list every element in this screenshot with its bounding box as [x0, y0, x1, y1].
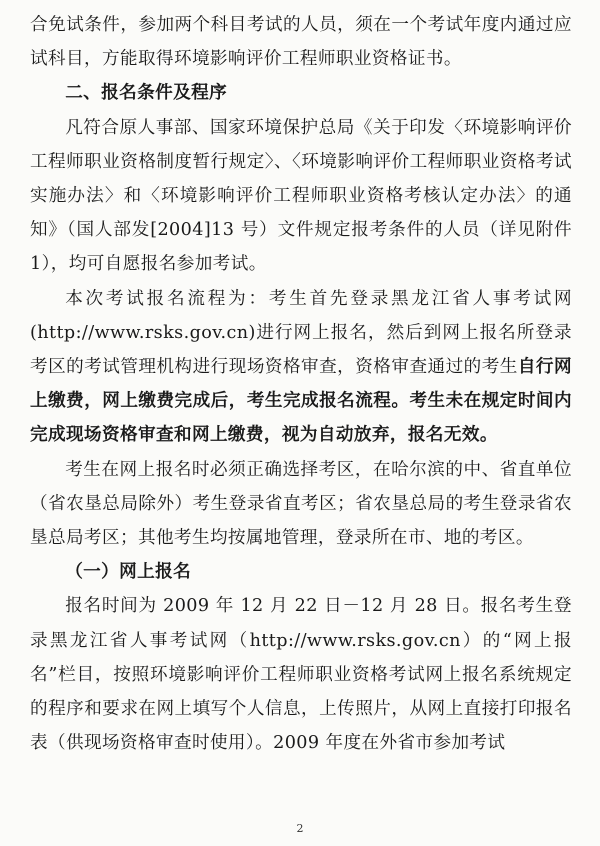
process-bold-text: 自行网上缴费，网上缴费完成后，考生完成报名流程。考生未在规定时间内完成现场资格审查和网上缴费，视为自动放弃，报名无效。 [30, 357, 572, 446]
process-text: 本次考试报名流程为：考生首先登录黑龙江省人事考试网(http://www.rsks.gov.cn)进行网上报名，然后到网上报名所登录考区的考试管理机构进行现场资格审查，资格审查通过的考生 [30, 288, 572, 378]
paragraph-exam-area: 考生在网上报名时必须正确选择考区，在哈尔滨的中、省直单位（省农垦总局除外）考生登录省直考区；省农垦总局的考生登录省农垦总局考区；其他考生均按属地管理，登录所在市、地的考区。 [30, 459, 572, 549]
paragraph-process [30, 282, 572, 453]
page-number: 2 [296, 822, 304, 835]
subsection-heading-online: （一）网上报名 [65, 562, 192, 583]
paragraph-eligibility: 凡符合原人事部、国家环境保护总局《关于印发〈环境影响评价工程师职业资格制度暂行规定〉、〈环境影响评价工程师职业资格考试实施办法〉和〈环境影响评价工程师职业资格考核认定办法〉的通知》（国人部发[2004]13 号）文件规定报考条件的人员（详见附件 1），均可自愿报名参加考试。 [30, 117, 572, 275]
paragraph-continuation: 合免试条件，参加两个科目考试的人员，须在一个考试年度内通过应试科目，方能取得环境影响评价工程师职业资格证书。 [30, 15, 572, 70]
paragraph-online-registration: 报名时间为 2009 年 12 月 22 日－12 月 28 日。报名考生登录黑龙江省人事考试网（http://www.rsks.gov.cn）的“网上报名”栏目，按照环境影响评价工程师职业资格考试网上报名系统规定的程序和要求在网上填写个人信息，上传照片，从网上直接打印报名表（供现场资格审查时使用）。2009 年度在外省市参加考试 [30, 596, 572, 754]
section-heading-registration: 二、报名条件及程序 [65, 83, 228, 104]
